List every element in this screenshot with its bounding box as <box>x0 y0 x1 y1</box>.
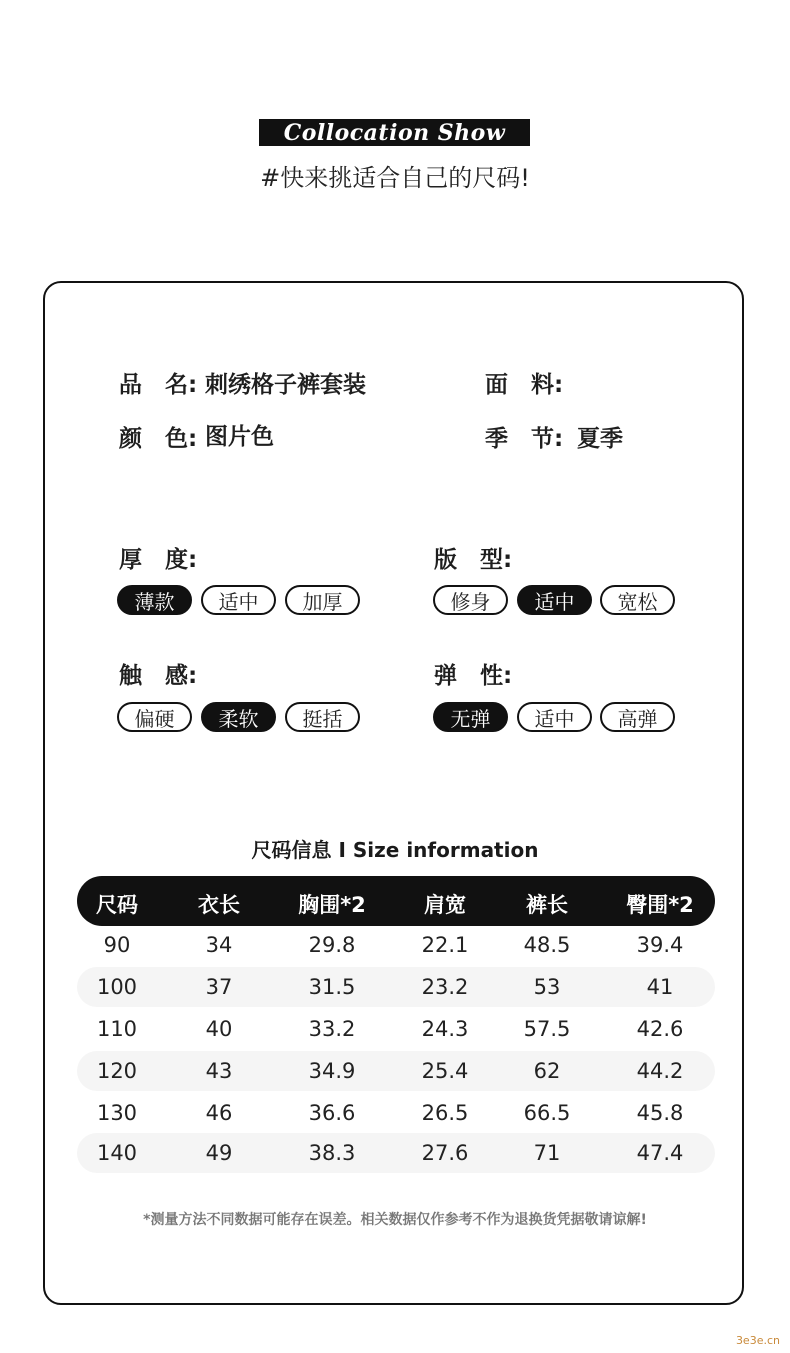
header-top-length: 衣长 <box>198 893 240 917</box>
cell-pants-length: 71 <box>533 1141 561 1165</box>
name-value: 刺绣格子裤套装 <box>205 372 366 398</box>
cell-pants-length: 53 <box>533 975 561 999</box>
collocation-show-banner: Collocation Show <box>259 119 530 146</box>
disclaimer-note: *测量方法不同数据可能存在误差。相关数据仅作参考不作为退换货凭据敬请谅解! <box>143 1212 647 1228</box>
name-label: 品 名: <box>119 372 198 398</box>
cell-size: 120 <box>96 1059 138 1083</box>
cell-shoulder: 25.4 <box>421 1059 469 1083</box>
cell-pants-length: 48.5 <box>523 933 571 957</box>
cell-top-length: 49 <box>205 1141 233 1165</box>
thickness-option-thin: 薄款 <box>117 585 192 615</box>
size-table-title: 尺码信息 I Size information <box>251 838 539 862</box>
cell-size: 140 <box>96 1141 138 1165</box>
table-row <box>77 1133 715 1173</box>
thickness-option-medium: 适中 <box>201 585 276 615</box>
color-label: 颜 色: <box>119 426 198 452</box>
fit-option-regular: 适中 <box>517 585 592 615</box>
touch-label: 触 感: <box>119 663 198 689</box>
cell-hip: 39.4 <box>636 933 684 957</box>
cell-hip: 41 <box>646 975 674 999</box>
cell-hip: 45.8 <box>636 1101 684 1125</box>
cell-pants-length: 66.5 <box>523 1101 571 1125</box>
cell-chest: 34.9 <box>308 1059 356 1083</box>
elasticity-option-none: 无弹 <box>433 702 508 732</box>
header-chest: 胸围*2 <box>298 893 366 917</box>
cell-chest: 36.6 <box>308 1101 356 1125</box>
elasticity-option-high: 高弹 <box>600 702 675 732</box>
cell-shoulder: 24.3 <box>421 1017 469 1041</box>
fit-option-slim: 修身 <box>433 585 508 615</box>
fit-option-loose: 宽松 <box>600 585 675 615</box>
thickness-label: 厚 度: <box>119 547 198 573</box>
table-row <box>77 1093 715 1133</box>
table-row <box>77 1009 715 1049</box>
season-value: 夏季 <box>577 426 623 452</box>
cell-size: 100 <box>96 975 138 999</box>
cell-pants-length: 62 <box>533 1059 561 1083</box>
cell-chest: 29.8 <box>308 933 356 957</box>
table-row <box>77 967 715 1007</box>
touch-option-soft: 柔软 <box>201 702 276 732</box>
touch-option-crisp: 挺括 <box>285 702 360 732</box>
cell-top-length: 37 <box>205 975 233 999</box>
cell-hip: 47.4 <box>636 1141 684 1165</box>
cell-top-length: 46 <box>205 1101 233 1125</box>
cell-hip: 44.2 <box>636 1059 684 1083</box>
fabric-label: 面 料: <box>485 372 564 398</box>
cell-top-length: 43 <box>205 1059 233 1083</box>
cell-top-length: 34 <box>205 933 233 957</box>
cell-shoulder: 26.5 <box>421 1101 469 1125</box>
table-row <box>77 1051 715 1091</box>
cell-pants-length: 57.5 <box>523 1017 571 1041</box>
cell-shoulder: 23.2 <box>421 975 469 999</box>
header-hip: 臀围*2 <box>626 893 694 917</box>
thickness-option-thick: 加厚 <box>285 585 360 615</box>
subtitle: #快来挑适合自己的尺码! <box>260 164 530 192</box>
cell-shoulder: 27.6 <box>421 1141 469 1165</box>
season-label: 季 节: <box>485 426 564 452</box>
cell-size: 130 <box>96 1101 138 1125</box>
table-row <box>77 925 715 965</box>
cell-hip: 42.6 <box>636 1017 684 1041</box>
cell-chest: 31.5 <box>308 975 356 999</box>
header-shoulder: 肩宽 <box>424 893 466 917</box>
cell-size: 110 <box>96 1017 138 1041</box>
elasticity-option-medium: 适中 <box>517 702 592 732</box>
cell-chest: 38.3 <box>308 1141 356 1165</box>
cell-size: 90 <box>103 933 131 957</box>
color-value: 图片色 <box>205 424 274 450</box>
elasticity-label: 弹 性: <box>434 663 513 689</box>
fit-label: 版 型: <box>434 547 513 573</box>
touch-option-stiff: 偏硬 <box>117 702 192 732</box>
watermark: 3e3e.cn <box>735 1334 780 1347</box>
header-size: 尺码 <box>96 893 138 917</box>
cell-shoulder: 22.1 <box>421 933 469 957</box>
cell-chest: 33.2 <box>308 1017 356 1041</box>
cell-top-length: 40 <box>205 1017 233 1041</box>
header-pants-length: 裤长 <box>526 893 568 917</box>
size-table-header <box>77 876 715 926</box>
